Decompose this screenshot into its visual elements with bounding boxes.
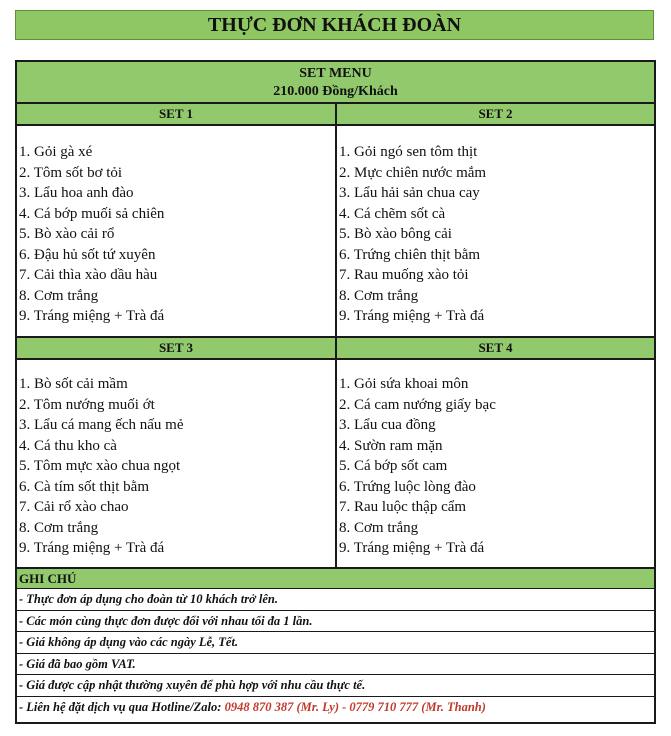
list-item: 6. Đậu hủ sốt tứ xuyên (19, 246, 156, 263)
list-item: 3. Lẩu cá mang ếch nấu mẻ (19, 417, 184, 433)
list-item: 2. Mực chiên nước mắm (339, 164, 487, 181)
list-item: 4. Cá bớp muối sả chiên (19, 205, 165, 222)
list-item: 9. Tráng miệng + Trà đá (339, 308, 485, 324)
list-item: 4. Cá thu kho cà (19, 437, 117, 454)
contact-line (17, 697, 654, 719)
set-2-header: SET 2 (337, 104, 654, 126)
list-item: 5. Cá bớp sốt cam (339, 458, 448, 474)
note-line: - Giá đã bao gồm VAT. (17, 654, 654, 676)
note-line: - Các món cùng thực đơn được đổi với nhau tối đa 1 lần. (17, 611, 654, 633)
list-item: 6. Cà tím sốt thịt bằm (19, 478, 149, 495)
list-item: 4. Cá chẽm sốt cà (339, 205, 446, 222)
contact-label: - Liên hệ đặt dịch vụ qua Hotline/Zalo: (19, 699, 225, 714)
note-line: - Giá không áp dụng vào các ngày Lễ, Tết. (17, 632, 654, 654)
list-item: 7. Rau luộc thập cẩm (339, 499, 467, 515)
list-item: 5. Bò xào bông cải (339, 226, 452, 242)
list-item: 7. Cải thìa xào dầu hàu (19, 267, 158, 283)
menu-table (15, 60, 656, 724)
contact-phones: 0948 870 387 (Mr. Ly) - 0779 710 777 (Mr. Thanh) (224, 699, 486, 714)
set-menu-header (17, 62, 654, 104)
list-item: 3. Lẩu hải sản chua cay (339, 185, 480, 201)
notes-list (17, 589, 654, 718)
set-menu-label: SET MENU (299, 66, 372, 81)
list-item: 1. Gỏi sứa khoai môn (339, 376, 469, 392)
list-item: 8. Cơm trắng (19, 519, 99, 536)
list-item: 8. Cơm trắng (19, 287, 99, 304)
list-item: 7. Cải rổ xào chao (19, 499, 129, 515)
note-line: - Thực đơn áp dụng cho đoàn từ 10 khách trở lên. (17, 589, 654, 611)
list-item: 2. Tôm sốt bơ tỏi (19, 164, 123, 181)
set-1-header: SET 1 (17, 104, 335, 126)
list-item: 9. Tráng miệng + Trà đá (19, 308, 165, 324)
list-item: 5. Tôm mực xào chua ngọt (19, 458, 181, 474)
set-3-header: SET 3 (17, 338, 335, 360)
list-item: 2. Cá cam nướng giấy bạc (339, 396, 496, 413)
set-menu-price: 210.000 Đồng/Khách (273, 84, 398, 99)
list-item: 8. Cơm trắng (339, 519, 419, 536)
list-item: 7. Rau muống xào tỏi (339, 267, 469, 283)
list-item: 9. Tráng miệng + Trà đá (19, 540, 165, 556)
list-item: 4. Sườn ram mặn (339, 437, 443, 454)
list-item: 9. Tráng miệng + Trà đá (339, 540, 485, 556)
set-2-items (339, 142, 486, 327)
set-4-header: SET 4 (337, 338, 654, 360)
list-item: 3. Lẩu cua đồng (339, 417, 436, 433)
page-title: THỰC ĐƠN KHÁCH ĐOÀN (15, 10, 654, 40)
note-line: - Giá được cập nhật thường xuyên để phù hợp với nhu cầu thực tế. (17, 675, 654, 697)
list-item: 1. Gỏi ngó sen tôm thịt (339, 144, 478, 160)
set-3-items (19, 374, 184, 559)
list-item: 6. Trứng chiên thịt bằm (339, 246, 481, 263)
list-item: 8. Cơm trắng (339, 287, 419, 304)
list-item: 5. Bò xào cải rổ (19, 226, 115, 242)
set-4-items (339, 374, 496, 559)
list-item: 1. Gỏi gà xé (19, 144, 93, 160)
list-item: 2. Tôm nướng muối ớt (19, 396, 155, 413)
list-item: 1. Bò sốt cải mầm (19, 376, 128, 392)
list-item: 6. Trứng luộc lòng đào (339, 478, 476, 495)
list-item: 3. Lẩu hoa anh đào (19, 185, 134, 201)
column-divider (335, 104, 337, 567)
set-1-items (19, 142, 164, 327)
notes-header: GHI CHÚ (17, 569, 654, 589)
